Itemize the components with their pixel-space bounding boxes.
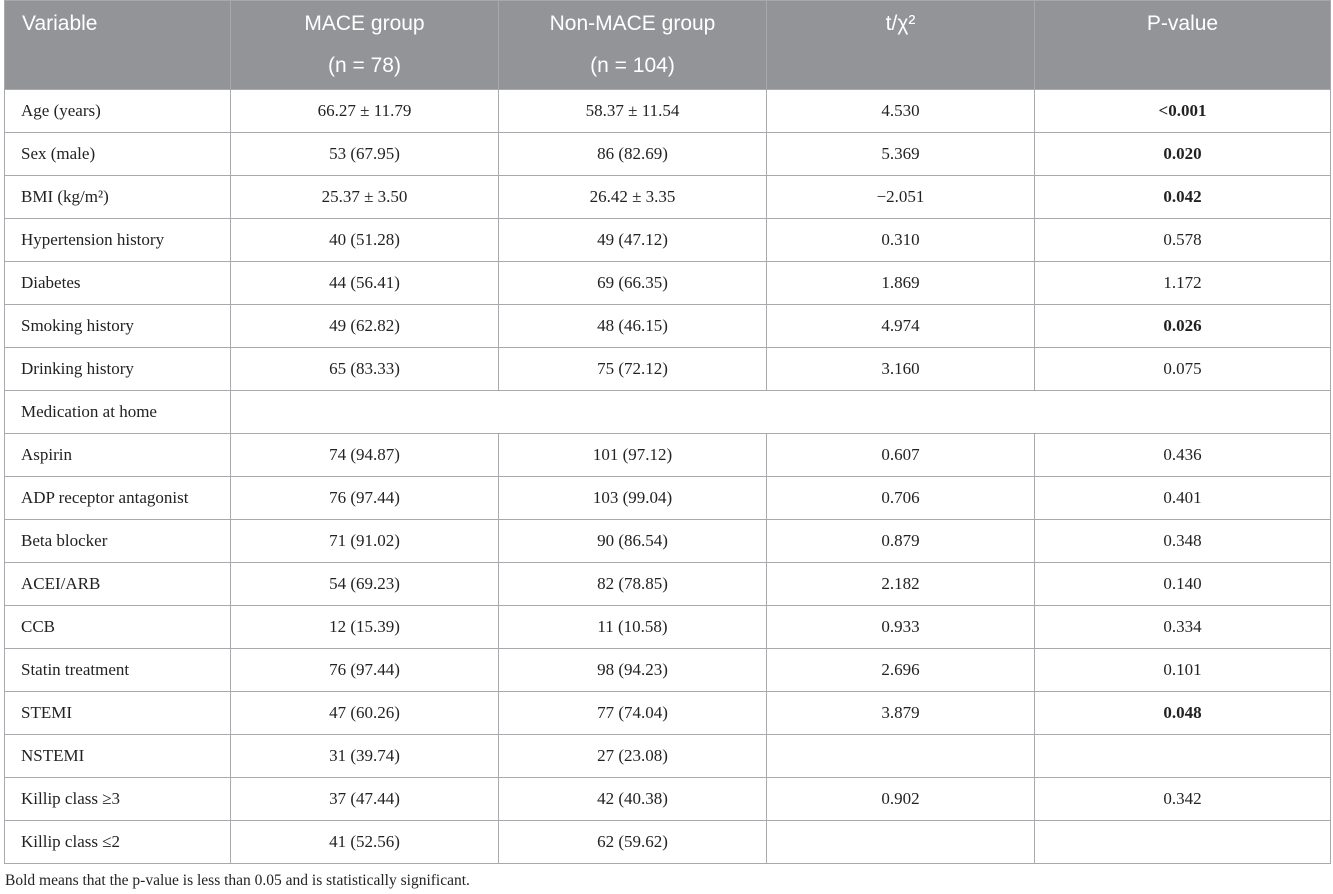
cell-nonmace: 103 (99.04) [499, 477, 767, 520]
cell-variable: Drinking history [5, 348, 231, 391]
cell-p-value: 0.436 [1035, 434, 1331, 477]
cell-variable: ADP receptor antagonist [5, 477, 231, 520]
table-row [5, 477, 1331, 520]
table-row [5, 219, 1331, 262]
cell-variable: Hypertension history [5, 219, 231, 262]
baseline-characteristics-table [4, 0, 1331, 864]
cell-nonmace: 90 (86.54) [499, 520, 767, 563]
cell-p-value: 1.172 [1035, 262, 1331, 305]
table-row [5, 563, 1331, 606]
cell-statistic [767, 735, 1035, 778]
cell-statistic: 0.933 [767, 606, 1035, 649]
cell-variable: BMI (kg/m²) [5, 176, 231, 219]
cell-nonmace: 11 (10.58) [499, 606, 767, 649]
cell-statistic: 0.879 [767, 520, 1035, 563]
table-header [5, 1, 1331, 90]
cell-nonmace: 86 (82.69) [499, 133, 767, 176]
table-row [5, 821, 1331, 864]
cell-mace: 47 (60.26) [231, 692, 499, 735]
cell-statistic: 0.706 [767, 477, 1035, 520]
cell-p-value [1035, 821, 1331, 864]
table-row [5, 305, 1331, 348]
cell-mace: 65 (83.33) [231, 348, 499, 391]
cell-nonmace: 75 (72.12) [499, 348, 767, 391]
cell-mace: 49 (62.82) [231, 305, 499, 348]
cell-variable: Sex (male) [5, 133, 231, 176]
cell-p-value: <0.001 [1035, 90, 1331, 133]
cell-nonmace: 82 (78.85) [499, 563, 767, 606]
cell-statistic: 4.974 [767, 305, 1035, 348]
cell-mace: 76 (97.44) [231, 477, 499, 520]
table-row [5, 778, 1331, 821]
table-row [5, 262, 1331, 305]
cell-p-value: 0.334 [1035, 606, 1331, 649]
cell-mace: 74 (94.87) [231, 434, 499, 477]
cell-variable: Statin treatment [5, 649, 231, 692]
cell-p-value: 0.348 [1035, 520, 1331, 563]
cell-variable: Beta blocker [5, 520, 231, 563]
cell-variable: Diabetes [5, 262, 231, 305]
section-label: Medication at home [5, 391, 231, 434]
cell-mace: 76 (97.44) [231, 649, 499, 692]
cell-p-value: 0.342 [1035, 778, 1331, 821]
table-row [5, 434, 1331, 477]
table-body [5, 90, 1331, 864]
cell-statistic: 4.530 [767, 90, 1035, 133]
cell-mace: 71 (91.02) [231, 520, 499, 563]
header-mace-label: MACE group [304, 12, 425, 35]
table-row [5, 133, 1331, 176]
table-section-row [5, 391, 1331, 434]
cell-mace: 37 (47.44) [231, 778, 499, 821]
cell-nonmace: 98 (94.23) [499, 649, 767, 692]
cell-p-value: 0.042 [1035, 176, 1331, 219]
cell-p-value: 0.140 [1035, 563, 1331, 606]
cell-statistic: 0.607 [767, 434, 1035, 477]
cell-nonmace: 27 (23.08) [499, 735, 767, 778]
cell-nonmace: 48 (46.15) [499, 305, 767, 348]
header-nonmace-n: (n = 104) [590, 54, 675, 77]
header-test-statistic: t/χ² [767, 1, 1035, 90]
header-nonmace-label: Non-MACE group [549, 12, 716, 35]
cell-nonmace: 26.42 ± 3.35 [499, 176, 767, 219]
cell-p-value: 0.075 [1035, 348, 1331, 391]
cell-mace: 31 (39.74) [231, 735, 499, 778]
cell-nonmace: 62 (59.62) [499, 821, 767, 864]
cell-statistic: 3.160 [767, 348, 1035, 391]
cell-variable: Aspirin [5, 434, 231, 477]
cell-statistic: 2.696 [767, 649, 1035, 692]
cell-p-value: 0.401 [1035, 477, 1331, 520]
cell-variable: NSTEMI [5, 735, 231, 778]
cell-variable: ACEI/ARB [5, 563, 231, 606]
cell-statistic: 5.369 [767, 133, 1035, 176]
cell-variable: Age (years) [5, 90, 231, 133]
cell-p-value [1035, 735, 1331, 778]
cell-p-value: 0.048 [1035, 692, 1331, 735]
cell-nonmace: 101 (97.12) [499, 434, 767, 477]
section-empty-cell [231, 391, 1331, 434]
cell-mace: 41 (52.56) [231, 821, 499, 864]
cell-mace: 44 (56.41) [231, 262, 499, 305]
cell-statistic: 0.310 [767, 219, 1035, 262]
cell-statistic [767, 821, 1035, 864]
table-footnote: Bold means that the p-value is less than 0.05 and is statistically significant. [5, 872, 470, 889]
table-row [5, 692, 1331, 735]
cell-variable: Killip class ≤2 [5, 821, 231, 864]
cell-mace: 66.27 ± 11.79 [231, 90, 499, 133]
header-p-value: P-value [1035, 1, 1331, 90]
cell-nonmace: 69 (66.35) [499, 262, 767, 305]
table-row [5, 176, 1331, 219]
header-mace-n: (n = 78) [328, 54, 401, 77]
header-row [5, 1, 1331, 90]
cell-statistic: 0.902 [767, 778, 1035, 821]
cell-nonmace: 42 (40.38) [499, 778, 767, 821]
cell-variable: CCB [5, 606, 231, 649]
cell-statistic: 1.869 [767, 262, 1035, 305]
cell-mace: 25.37 ± 3.50 [231, 176, 499, 219]
cell-variable: STEMI [5, 692, 231, 735]
table-row [5, 348, 1331, 391]
cell-mace: 12 (15.39) [231, 606, 499, 649]
cell-mace: 54 (69.23) [231, 563, 499, 606]
cell-statistic: 3.879 [767, 692, 1035, 735]
table-row [5, 649, 1331, 692]
cell-statistic: 2.182 [767, 563, 1035, 606]
cell-p-value: 0.101 [1035, 649, 1331, 692]
cell-nonmace: 49 (47.12) [499, 219, 767, 262]
cell-p-value: 0.578 [1035, 219, 1331, 262]
table-row [5, 735, 1331, 778]
table-row [5, 90, 1331, 133]
table-row [5, 520, 1331, 563]
cell-statistic: −2.051 [767, 176, 1035, 219]
header-nonmace-group [499, 1, 767, 90]
cell-p-value: 0.020 [1035, 133, 1331, 176]
cell-nonmace: 58.37 ± 11.54 [499, 90, 767, 133]
cell-mace: 40 (51.28) [231, 219, 499, 262]
cell-p-value: 0.026 [1035, 305, 1331, 348]
table-row [5, 606, 1331, 649]
header-mace-group [231, 1, 499, 90]
cell-mace: 53 (67.95) [231, 133, 499, 176]
cell-nonmace: 77 (74.04) [499, 692, 767, 735]
cell-variable: Killip class ≥3 [5, 778, 231, 821]
header-variable: Variable [5, 1, 231, 90]
cell-variable: Smoking history [5, 305, 231, 348]
